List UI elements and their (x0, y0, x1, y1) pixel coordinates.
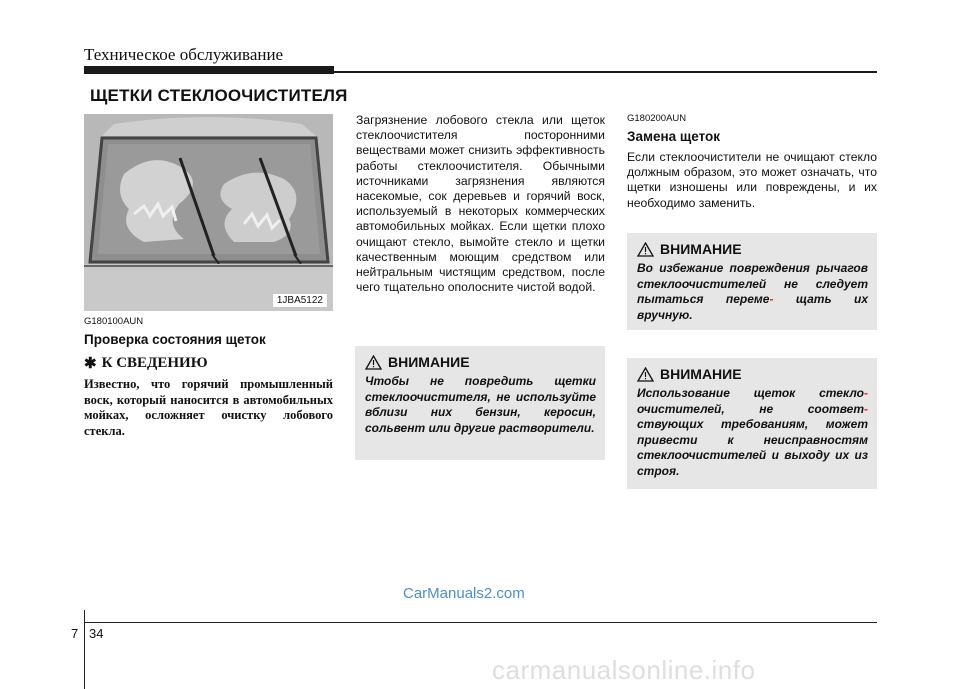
warning-text-part: Во избежание повреждения рычагов стеклоочистителей не следует пытаться переме (637, 261, 868, 306)
right-body-text: Если стеклоочистители не очищают стекло должным образом, это может означать, что щетки изношены или повреждены, и их необходимо заменить. (627, 150, 877, 210)
section-code: G180100AUN (84, 316, 144, 327)
photo-code-label: 1JBA5122 (273, 294, 327, 307)
warning-box-solvents (355, 346, 605, 460)
warning-box-wiper-arms (627, 233, 877, 330)
watermark-link[interactable]: CarManuals2.com (403, 585, 525, 602)
warning-heading (637, 366, 868, 382)
warning-heading (365, 354, 596, 370)
warning-text-part: очистителей, не соответ (637, 401, 864, 416)
windshield-photo (84, 114, 333, 311)
page-header-title: Техническое обслуживание (84, 45, 284, 64)
subheading-check-wipers: Проверка состояния щеток (84, 332, 266, 347)
section-heading: ЩЕТКИ СТЕКЛООЧИСТИТЕЛЯ (90, 86, 348, 105)
warning-title: ВНИМАНИЕ (660, 366, 742, 382)
warning-text (637, 261, 868, 323)
note-heading (84, 354, 333, 373)
chapter-number: 7 (71, 626, 79, 641)
note-text: Известно, что горячий промышленный воск, который наносится в автомобильных мойках, осложняет очистку лобового стекла. (84, 377, 333, 438)
left-column-text (84, 316, 333, 439)
asterisk-icon: ✱ (84, 356, 97, 372)
footer-rule-vertical (84, 610, 85, 689)
subheading-replace-wipers: Замена щеток (627, 129, 721, 144)
warning-text (637, 386, 868, 479)
warning-box-wrong-blades (627, 358, 877, 489)
hyphen-mark: - (864, 401, 868, 416)
warning-triangle-icon (637, 367, 654, 382)
header-rule-thick (84, 66, 334, 74)
warning-triangle-icon (365, 355, 382, 370)
warning-text-part: щать их вручную. (637, 292, 869, 322)
hyphen-mark: - (864, 386, 868, 400)
page-number: 34 (89, 626, 104, 641)
warning-text-part: Использование щеток стекло (637, 386, 864, 400)
warning-text: Чтобы не повредить щетки стеклоочистителя, не используйте вблизи них бензин, керосин, сольвент или другие растворители. (365, 374, 596, 435)
hyphen-mark: - (769, 292, 774, 306)
footer-rule-horizontal (84, 622, 877, 623)
warning-heading (637, 241, 868, 257)
header-rule-thin (334, 71, 877, 73)
warning-text-part: ствующих требованиям, может привести к неисправностям стеклоочистителей и выходу их из строя. (637, 417, 868, 478)
middle-body-text: Загрязнение лобового стекла или щеток стеклоочистителя посторонними веществами может снизить эффективность работы стеклоочистителя. Обычными источниками загрязнения являются насекомые, сок деревьев и горячий воск, используемый в некоторых коммерческих автомобильных мойках. Если щетки плохо очищают стекло, вымойте стекло и щетки качественным моющим средством или нейтральным чистящим средством, после чего тщательно ополосните чистой водой. (356, 113, 605, 295)
note-title: К СВЕДЕНИЮ (101, 355, 208, 371)
middle-column-text (356, 113, 605, 295)
section-code: G180200AUN (627, 113, 687, 124)
warning-title: ВНИМАНИЕ (660, 241, 742, 257)
right-column-text (627, 113, 877, 211)
warning-title: ВНИМАНИЕ (388, 354, 470, 370)
watermark-large: carmanualsonline.info (492, 655, 756, 685)
warning-triangle-icon (637, 242, 654, 257)
